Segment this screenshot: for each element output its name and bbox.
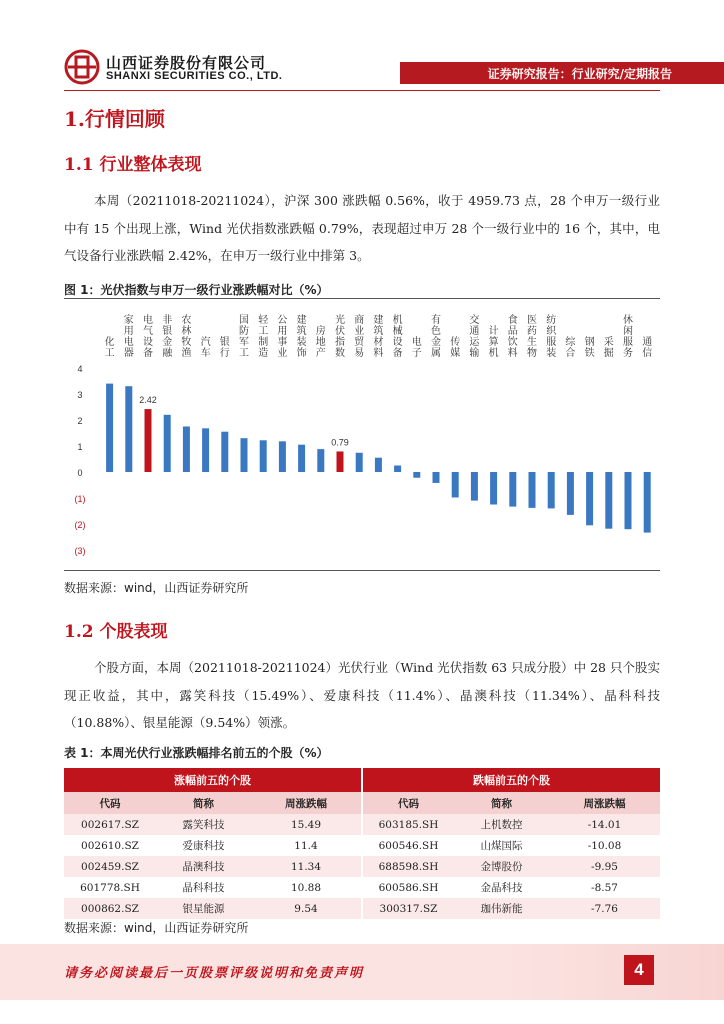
bar-轻工制造 (260, 440, 267, 472)
stock-name: 金博股份 (454, 856, 549, 877)
bar-机械设备 (394, 466, 401, 473)
column-header-name: 简称 (454, 792, 549, 814)
category-label: 交通运输 (469, 315, 480, 359)
stock-code: 002459.SZ (64, 856, 156, 877)
category-label: 钢铁 (584, 337, 595, 359)
stock-name: 珈伟新能 (454, 898, 549, 919)
stock-code: 002617.SZ (64, 814, 156, 835)
y-tick-label: 1 (77, 442, 83, 452)
header-divider (64, 90, 660, 91)
table-row (64, 898, 660, 919)
data-label: 2.42 (139, 395, 157, 406)
stock-change: -7.76 (549, 898, 660, 919)
bar-计算机 (490, 472, 497, 505)
category-label: 汽车 (200, 337, 211, 359)
category-label: 轻工制造 (258, 315, 269, 359)
bar-家用电器 (125, 386, 132, 472)
bar-房地产 (317, 449, 324, 472)
stock-change: -9.95 (549, 856, 660, 877)
category-label: 光伏指数 (335, 315, 345, 359)
figure-1-source: 数据来源：wind，山西证券研究所 (64, 581, 249, 595)
footer-disclaimer: 请务必阅读最后一页股票评级说明和免责声明 (64, 966, 365, 981)
stock-name: 露笑科技 (156, 814, 251, 835)
stock-change: -10.08 (549, 835, 660, 856)
data-label: 0.79 (331, 437, 349, 448)
bar-通信 (644, 472, 651, 533)
bar-光伏指数 (337, 451, 344, 472)
category-label: 非银金融 (162, 315, 173, 359)
table-row (64, 835, 660, 856)
stock-change: -14.01 (549, 814, 660, 835)
bar-公用事业 (279, 441, 286, 472)
category-label: 医药生物 (527, 315, 537, 359)
bar-医药生物 (529, 472, 536, 508)
bar-纺织服装 (548, 472, 555, 508)
column-header-change: 周涨跌幅 (251, 792, 362, 814)
bar-电子 (413, 472, 420, 478)
category-label: 机械设备 (392, 315, 403, 359)
y-tick-label: (3) (74, 546, 86, 556)
table-row (64, 877, 660, 898)
category-label: 房地产 (315, 326, 326, 359)
category-label: 建筑材料 (373, 315, 384, 359)
bar-有色金属 (433, 472, 440, 483)
industry-performance-paragraph: 本周（20211018-20211024），沪深 300 涨跌幅 0.56%，收于 4959.73 点，28 个申万一级行业中有 15 个出现上涨，Wind 光伏指数涨跌幅 0.79%，表现超过申万 28 个一级行业中的 16 个，其中，电气设备行业涨跌幅 2.42%，在申万一级行业中排第 3。 (64, 193, 660, 263)
figure-1-caption: 图 1：光伏指数与申万一级行业涨跌幅对比（%） (64, 283, 329, 297)
bar-农林牧渔 (183, 427, 190, 473)
company-name-cn: 山西证券股份有限公司 (106, 54, 267, 72)
page-number: 4 (624, 955, 654, 985)
stock-name: 银星能源 (156, 898, 251, 919)
report-type-label: 证券研究报告：行业研究/定期报告 (487, 67, 672, 81)
industry-comparison-chart (64, 302, 660, 567)
bar-建筑材料 (375, 458, 382, 472)
y-tick-label: (2) (74, 520, 86, 530)
category-label: 家用电器 (123, 315, 134, 359)
stock-name: 晶澳科技 (156, 856, 251, 877)
bar-银行 (221, 432, 228, 472)
y-tick-label: (1) (74, 494, 86, 504)
category-label: 休闲服务 (623, 315, 633, 359)
stock-change: 10.88 (251, 877, 362, 898)
stock-code: 601778.SH (64, 877, 156, 898)
stock-change: 9.54 (251, 898, 362, 919)
stock-change: -8.57 (549, 877, 660, 898)
table-1-source: 数据来源：wind，山西证券研究所 (64, 921, 249, 935)
bar-国防军工 (241, 438, 248, 472)
bar-综合 (567, 472, 574, 515)
table-1-caption: 表 1：本周光伏行业涨跌幅排名前五的个股（%） (64, 746, 329, 760)
stock-code: 600586.SH (362, 877, 454, 898)
category-label: 化工 (104, 337, 115, 359)
stock-change: 15.49 (251, 814, 362, 835)
stock-code: 688598.SH (362, 856, 454, 877)
stock-change: 11.4 (251, 835, 362, 856)
section-title-1-1: 1.1 行业整体表现 (64, 155, 202, 175)
category-label: 传媒 (450, 337, 461, 359)
bar-采掘 (605, 472, 612, 529)
stock-code: 002610.SZ (64, 835, 156, 856)
stock-name: 爱康科技 (156, 835, 251, 856)
category-label: 电子 (411, 337, 422, 359)
report-type-band (400, 62, 724, 84)
stock-code: 300317.SZ (362, 898, 454, 919)
stock-code: 000862.SZ (64, 898, 156, 919)
bar-非银金融 (164, 415, 171, 472)
section-title-1: 1.行情回顾 (64, 107, 165, 131)
column-header-name: 简称 (156, 792, 251, 814)
y-tick-label: 3 (77, 390, 83, 400)
bar-钢铁 (586, 472, 593, 525)
column-header-change: 周涨跌幅 (549, 792, 660, 814)
bar-化工 (106, 384, 113, 472)
bar-建筑装饰 (298, 445, 305, 472)
stock-name: 金晶科技 (454, 877, 549, 898)
company-logo-icon (64, 49, 100, 85)
stock-code: 600546.SH (362, 835, 454, 856)
company-name-en: SHANXI SECURITIES CO., LTD. (106, 70, 283, 82)
stock-performance-paragraph: 个股方面，本周（20211018-20211024）光伏行业（Wind 光伏指数 63 只成分股）中 28 只个股实现正收益，其中，露笑科技（15.49%）、爱康科技（11.4%）、晶澳科技（11.34%）、晶科科技（10.88%）、银星能源（9.54%）领涨。 (64, 660, 660, 730)
y-tick-label: 2 (77, 416, 83, 426)
category-label: 采掘 (603, 337, 614, 359)
category-label: 综合 (565, 337, 576, 359)
y-tick-label: 4 (77, 364, 83, 374)
bar-交通运输 (471, 472, 478, 501)
stock-code: 603185.SH (362, 814, 454, 835)
losers-group-header: 跌幅前五的个股 (362, 768, 660, 792)
column-header-code: 代码 (64, 792, 156, 814)
category-label: 有色金属 (431, 315, 441, 359)
table-row (64, 814, 660, 835)
section-title-1-2: 1.2 个股表现 (64, 622, 168, 642)
category-label: 纺织服装 (546, 315, 557, 359)
bar-汽车 (202, 428, 209, 472)
bar-休闲服务 (625, 472, 632, 529)
gainers-group-header: 涨幅前五的个股 (64, 768, 362, 792)
stock-name: 晶科科技 (156, 877, 251, 898)
figure-1-bottom-rule (64, 570, 660, 571)
bar-商业贸易 (356, 453, 363, 472)
table-row (64, 856, 660, 877)
category-label: 电气设备 (143, 315, 153, 359)
category-label: 计算机 (488, 326, 499, 359)
y-tick-label: 0 (77, 468, 83, 478)
category-label: 银行 (219, 337, 230, 359)
category-label: 农林牧渔 (181, 315, 192, 359)
figure-1-top-rule (64, 298, 660, 299)
stock-name: 上机数控 (454, 814, 549, 835)
bar-传媒 (452, 472, 459, 497)
category-label: 国防军工 (239, 315, 249, 359)
bar-食品饮料 (509, 472, 516, 507)
stock-change: 11.34 (251, 856, 362, 877)
column-header-code: 代码 (362, 792, 454, 814)
category-label: 公用事业 (277, 315, 288, 359)
category-label: 商业贸易 (354, 315, 365, 359)
top-bottom-stocks-table (64, 768, 660, 919)
category-label: 食品饮料 (507, 315, 518, 359)
bar-电气设备 (145, 409, 152, 472)
category-label: 建筑装饰 (296, 315, 307, 359)
stock-name: 山煤国际 (454, 835, 549, 856)
category-label: 通信 (642, 337, 653, 359)
